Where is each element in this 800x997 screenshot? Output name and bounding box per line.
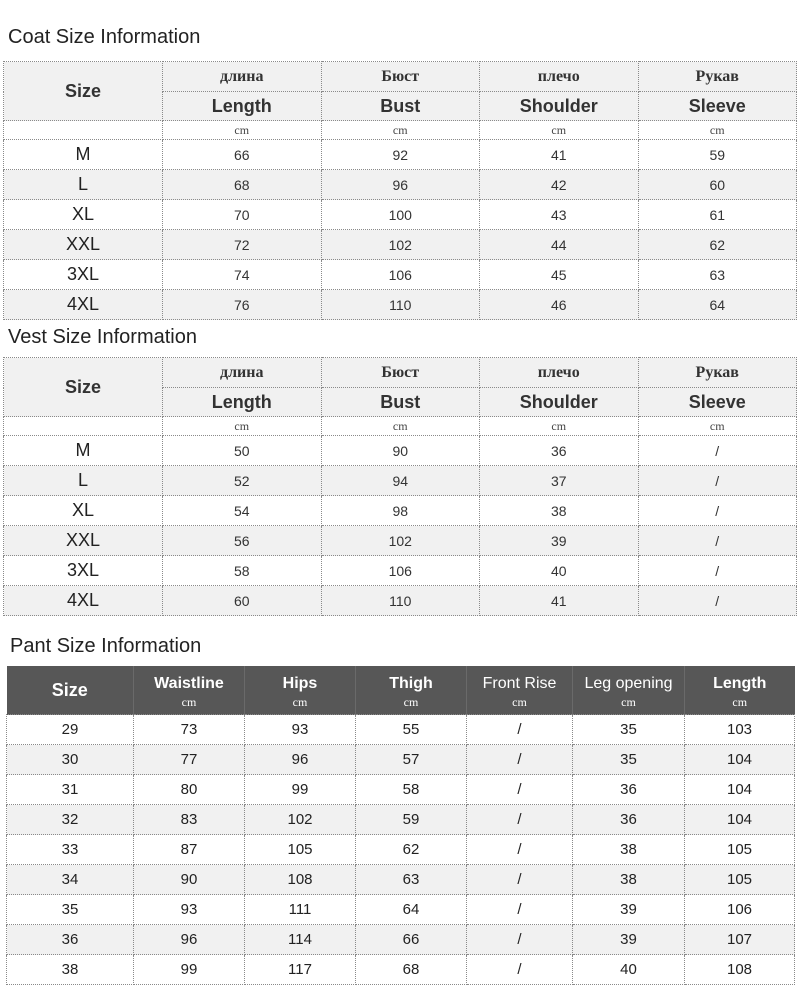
size-cell: 33 xyxy=(7,835,134,865)
value-cell: 102 xyxy=(321,526,480,556)
pant-header-row xyxy=(7,666,795,715)
value-cell: 104 xyxy=(685,775,795,805)
coat-section-title: Coat Size Information xyxy=(8,26,201,48)
column-header-en: Shoulder xyxy=(480,92,639,121)
value-cell: 58 xyxy=(356,775,467,805)
value-cell: 57 xyxy=(356,745,467,775)
value-cell: 104 xyxy=(685,745,795,775)
unit-label: cm xyxy=(512,695,527,709)
value-cell: 117 xyxy=(245,955,356,985)
size-cell: XL xyxy=(4,200,163,230)
column-header xyxy=(245,666,356,715)
value-cell: 106 xyxy=(321,556,480,586)
value-cell: / xyxy=(467,835,573,865)
table-row xyxy=(7,715,795,745)
value-cell: 83 xyxy=(134,805,245,835)
value-cell: 35 xyxy=(573,745,685,775)
table-row xyxy=(4,200,797,230)
value-cell: 39 xyxy=(573,895,685,925)
table-row xyxy=(7,835,795,865)
value-cell: 106 xyxy=(685,895,795,925)
value-cell: 114 xyxy=(245,925,356,955)
table-row xyxy=(7,805,795,835)
column-header-ru: Рукав xyxy=(638,62,797,92)
table-row xyxy=(4,170,797,200)
value-cell: 58 xyxy=(163,556,322,586)
value-cell: 100 xyxy=(321,200,480,230)
value-cell: 54 xyxy=(163,496,322,526)
value-cell: 105 xyxy=(245,835,356,865)
value-cell: / xyxy=(467,895,573,925)
column-header-label: Hips xyxy=(282,675,318,692)
column-header-ru: Рукав xyxy=(638,358,797,388)
unit-row xyxy=(4,121,797,140)
value-cell: 68 xyxy=(356,955,467,985)
size-header: Size xyxy=(4,358,163,417)
value-cell: 60 xyxy=(163,586,322,616)
column-header xyxy=(685,666,795,715)
value-cell: 72 xyxy=(163,230,322,260)
unit-label: cm xyxy=(181,695,197,709)
table-row xyxy=(4,260,797,290)
value-cell: 59 xyxy=(638,140,797,170)
value-cell: 35 xyxy=(573,715,685,745)
coat-size-table xyxy=(3,61,797,320)
value-cell: 104 xyxy=(685,805,795,835)
value-cell: / xyxy=(638,526,797,556)
value-cell: / xyxy=(467,775,573,805)
size-cell: 38 xyxy=(7,955,134,985)
column-header xyxy=(134,666,245,715)
value-cell: 40 xyxy=(480,556,639,586)
size-cell: 36 xyxy=(7,925,134,955)
value-cell: 111 xyxy=(245,895,356,925)
column-header-en: Sleeve xyxy=(638,388,797,417)
value-cell: 102 xyxy=(245,805,356,835)
value-cell: / xyxy=(467,805,573,835)
column-header-label: Waistline xyxy=(154,675,224,692)
size-cell: L xyxy=(4,170,163,200)
table-row xyxy=(4,466,797,496)
size-cell: 30 xyxy=(7,745,134,775)
value-cell: 62 xyxy=(638,230,797,260)
table-row xyxy=(7,895,795,925)
size-cell: 31 xyxy=(7,775,134,805)
value-cell: 43 xyxy=(480,200,639,230)
value-cell: 66 xyxy=(356,925,467,955)
table-row xyxy=(7,865,795,895)
table-row xyxy=(4,436,797,466)
size-cell: 32 xyxy=(7,805,134,835)
value-cell: 110 xyxy=(321,290,480,320)
unit-label: cm xyxy=(638,417,797,436)
size-cell: 3XL xyxy=(4,556,163,586)
column-header-en: Shoulder xyxy=(480,388,639,417)
size-cell: 35 xyxy=(7,895,134,925)
value-cell: 66 xyxy=(163,140,322,170)
value-cell: 36 xyxy=(573,805,685,835)
column-header-en: Length xyxy=(163,388,322,417)
column-header xyxy=(573,666,685,715)
value-cell: 94 xyxy=(321,466,480,496)
value-cell: 39 xyxy=(480,526,639,556)
value-cell: / xyxy=(467,925,573,955)
value-cell: 55 xyxy=(356,715,467,745)
size-header: Size xyxy=(4,62,163,121)
size-header: Size xyxy=(7,666,134,715)
value-cell: 41 xyxy=(480,140,639,170)
value-cell: 73 xyxy=(134,715,245,745)
value-cell: 74 xyxy=(163,260,322,290)
value-cell: 50 xyxy=(163,436,322,466)
unit-label: cm xyxy=(638,121,797,140)
column-header-ru: плечо xyxy=(480,62,639,92)
value-cell: 61 xyxy=(638,200,797,230)
value-cell: 41 xyxy=(480,586,639,616)
size-cell: XL xyxy=(4,496,163,526)
pant-section-title: Pant Size Information xyxy=(10,635,202,657)
value-cell: / xyxy=(467,715,573,745)
unit-label: cm xyxy=(321,121,480,140)
value-cell: 90 xyxy=(321,436,480,466)
value-cell: 38 xyxy=(573,835,685,865)
unit-label: cm xyxy=(163,121,322,140)
table-row xyxy=(4,140,797,170)
unit-label: cm xyxy=(321,417,480,436)
value-cell: 106 xyxy=(321,260,480,290)
column-header-ru: длина xyxy=(163,62,322,92)
column-header-en: Length xyxy=(163,92,322,121)
unit-label: cm xyxy=(480,121,639,140)
size-cell: XXL xyxy=(4,230,163,260)
value-cell: / xyxy=(467,745,573,775)
value-cell: 37 xyxy=(480,466,639,496)
table-row xyxy=(7,955,795,985)
value-cell: 60 xyxy=(638,170,797,200)
value-cell: 77 xyxy=(134,745,245,775)
value-cell: 39 xyxy=(573,925,685,955)
value-cell: 38 xyxy=(480,496,639,526)
value-cell: 52 xyxy=(163,466,322,496)
value-cell: 105 xyxy=(685,835,795,865)
value-cell: 80 xyxy=(134,775,245,805)
value-cell: 64 xyxy=(356,895,467,925)
table-row xyxy=(7,745,795,775)
value-cell: 90 xyxy=(134,865,245,895)
value-cell: 99 xyxy=(245,775,356,805)
column-header xyxy=(467,666,573,715)
value-cell: 68 xyxy=(163,170,322,200)
value-cell: / xyxy=(638,556,797,586)
column-header xyxy=(356,666,467,715)
value-cell: 102 xyxy=(321,230,480,260)
value-cell: 42 xyxy=(480,170,639,200)
unit-label: cm xyxy=(163,417,322,436)
size-cell: 4XL xyxy=(4,586,163,616)
size-cell: XXL xyxy=(4,526,163,556)
column-header-label: Leg opening xyxy=(584,675,673,692)
value-cell: 46 xyxy=(480,290,639,320)
value-cell: 92 xyxy=(321,140,480,170)
value-cell: 36 xyxy=(480,436,639,466)
unit-label: cm xyxy=(292,695,308,709)
value-cell: / xyxy=(638,496,797,526)
unit-row xyxy=(4,417,797,436)
value-cell: 70 xyxy=(163,200,322,230)
column-header-ru: Бюст xyxy=(321,62,480,92)
value-cell: 108 xyxy=(685,955,795,985)
table-row xyxy=(4,230,797,260)
value-cell: 63 xyxy=(638,260,797,290)
column-header-ru: плечо xyxy=(480,358,639,388)
header-ru-row xyxy=(4,62,797,92)
value-cell: 40 xyxy=(573,955,685,985)
value-cell: 87 xyxy=(134,835,245,865)
size-cell: M xyxy=(4,140,163,170)
value-cell: 59 xyxy=(356,805,467,835)
table-row xyxy=(4,586,797,616)
column-header-ru: Бюст xyxy=(321,358,480,388)
value-cell: 36 xyxy=(573,775,685,805)
table-row xyxy=(4,290,797,320)
table-row xyxy=(7,775,795,805)
size-cell: M xyxy=(4,436,163,466)
pant-size-table xyxy=(6,666,795,985)
size-cell: 3XL xyxy=(4,260,163,290)
size-cell: L xyxy=(4,466,163,496)
column-header-label: Front Rise xyxy=(482,675,557,692)
column-header-ru: длина xyxy=(163,358,322,388)
value-cell: / xyxy=(638,586,797,616)
unit-label: cm xyxy=(403,695,419,709)
value-cell: 64 xyxy=(638,290,797,320)
header-ru-row xyxy=(4,358,797,388)
value-cell: 98 xyxy=(321,496,480,526)
table-row xyxy=(7,925,795,955)
value-cell: 44 xyxy=(480,230,639,260)
vest-size-table xyxy=(3,357,797,616)
value-cell: 62 xyxy=(356,835,467,865)
value-cell: / xyxy=(638,436,797,466)
value-cell: 99 xyxy=(134,955,245,985)
value-cell: 105 xyxy=(685,865,795,895)
value-cell: 96 xyxy=(321,170,480,200)
unit-label: cm xyxy=(480,417,639,436)
unit-spacer xyxy=(4,417,163,436)
value-cell: 107 xyxy=(685,925,795,955)
size-cell: 4XL xyxy=(4,290,163,320)
unit-label: cm xyxy=(732,695,748,709)
value-cell: 76 xyxy=(163,290,322,320)
value-cell: 103 xyxy=(685,715,795,745)
column-header-label: Thigh xyxy=(389,675,433,692)
value-cell: 96 xyxy=(134,925,245,955)
column-header-en: Bust xyxy=(321,388,480,417)
value-cell: / xyxy=(467,955,573,985)
value-cell: 96 xyxy=(245,745,356,775)
column-header-en: Bust xyxy=(321,92,480,121)
table-row xyxy=(4,526,797,556)
value-cell: 63 xyxy=(356,865,467,895)
value-cell: / xyxy=(638,466,797,496)
value-cell: 110 xyxy=(321,586,480,616)
column-header-label: Length xyxy=(713,675,767,692)
size-cell: 29 xyxy=(7,715,134,745)
value-cell: 93 xyxy=(245,715,356,745)
value-cell: / xyxy=(467,865,573,895)
unit-spacer xyxy=(4,121,163,140)
value-cell: 56 xyxy=(163,526,322,556)
value-cell: 93 xyxy=(134,895,245,925)
table-row xyxy=(4,496,797,526)
size-cell: 34 xyxy=(7,865,134,895)
table-row xyxy=(4,556,797,586)
value-cell: 108 xyxy=(245,865,356,895)
unit-label: cm xyxy=(621,695,636,709)
column-header-en: Sleeve xyxy=(638,92,797,121)
vest-section-title: Vest Size Information xyxy=(8,326,197,348)
value-cell: 45 xyxy=(480,260,639,290)
value-cell: 38 xyxy=(573,865,685,895)
